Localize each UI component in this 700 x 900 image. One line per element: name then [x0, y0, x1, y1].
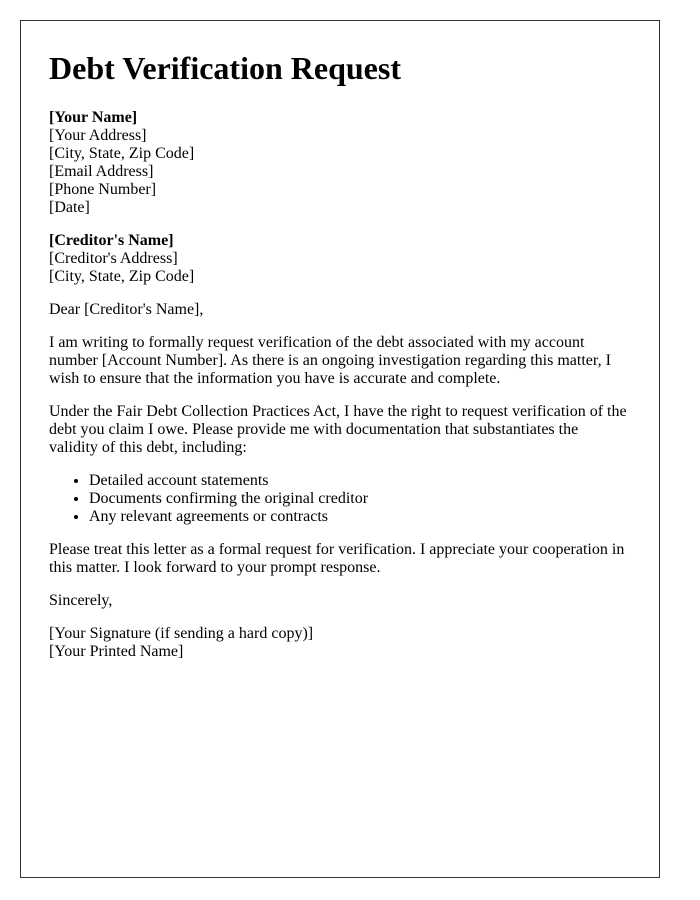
- salutation: Dear [Creditor's Name],: [49, 301, 204, 318]
- recipient-city-state-zip: [City, State, Zip Code]: [49, 268, 195, 285]
- recipient-address: [Creditor's Address]: [49, 250, 178, 267]
- printed-name: [Your Printed Name]: [49, 643, 184, 660]
- sender-city-state-zip: [City, State, Zip Code]: [49, 145, 195, 162]
- closing-paragraph: Please treat this letter as a formal request for verification. I appreciate your cooperation in this matter. I look forward to your prompt response.: [49, 541, 625, 576]
- sender-phone: [Phone Number]: [49, 181, 157, 198]
- letter-page: [20, 20, 660, 878]
- recipient-block: [49, 232, 631, 286]
- body-paragraph-2: Under the Fair Debt Collection Practices Act, I have the right to request verification of the debt you claim I owe. Please provide me with documentation that substantiates the validity of this debt, including:: [49, 403, 627, 456]
- page-title: Debt Verification Request: [49, 50, 401, 86]
- body-paragraph-1: I am writing to formally request verification of the debt associated with my account number [Account Number]. As there is an ongoing investigation regarding this matter, I wish to ensure that the information you have is accurate and complete.: [49, 334, 611, 387]
- list-item: • Detailed account statements: [89, 472, 631, 490]
- list-item: • Documents confirming the original creditor: [89, 490, 631, 508]
- list-item: • Any relevant agreements or contracts: [89, 508, 631, 526]
- requested-items-list: [49, 472, 631, 526]
- signature-block: [49, 625, 631, 661]
- sender-address: [Your Address]: [49, 127, 147, 144]
- sender-name: [Your Name]: [49, 109, 138, 126]
- sender-email: [Email Address]: [49, 163, 154, 180]
- sign-off: Sincerely,: [49, 592, 113, 609]
- sender-block: [49, 109, 631, 217]
- recipient-name: [Creditor's Name]: [49, 232, 174, 249]
- signature-line: [Your Signature (if sending a hard copy)]: [49, 625, 314, 642]
- letter-date: [Date]: [49, 199, 90, 216]
